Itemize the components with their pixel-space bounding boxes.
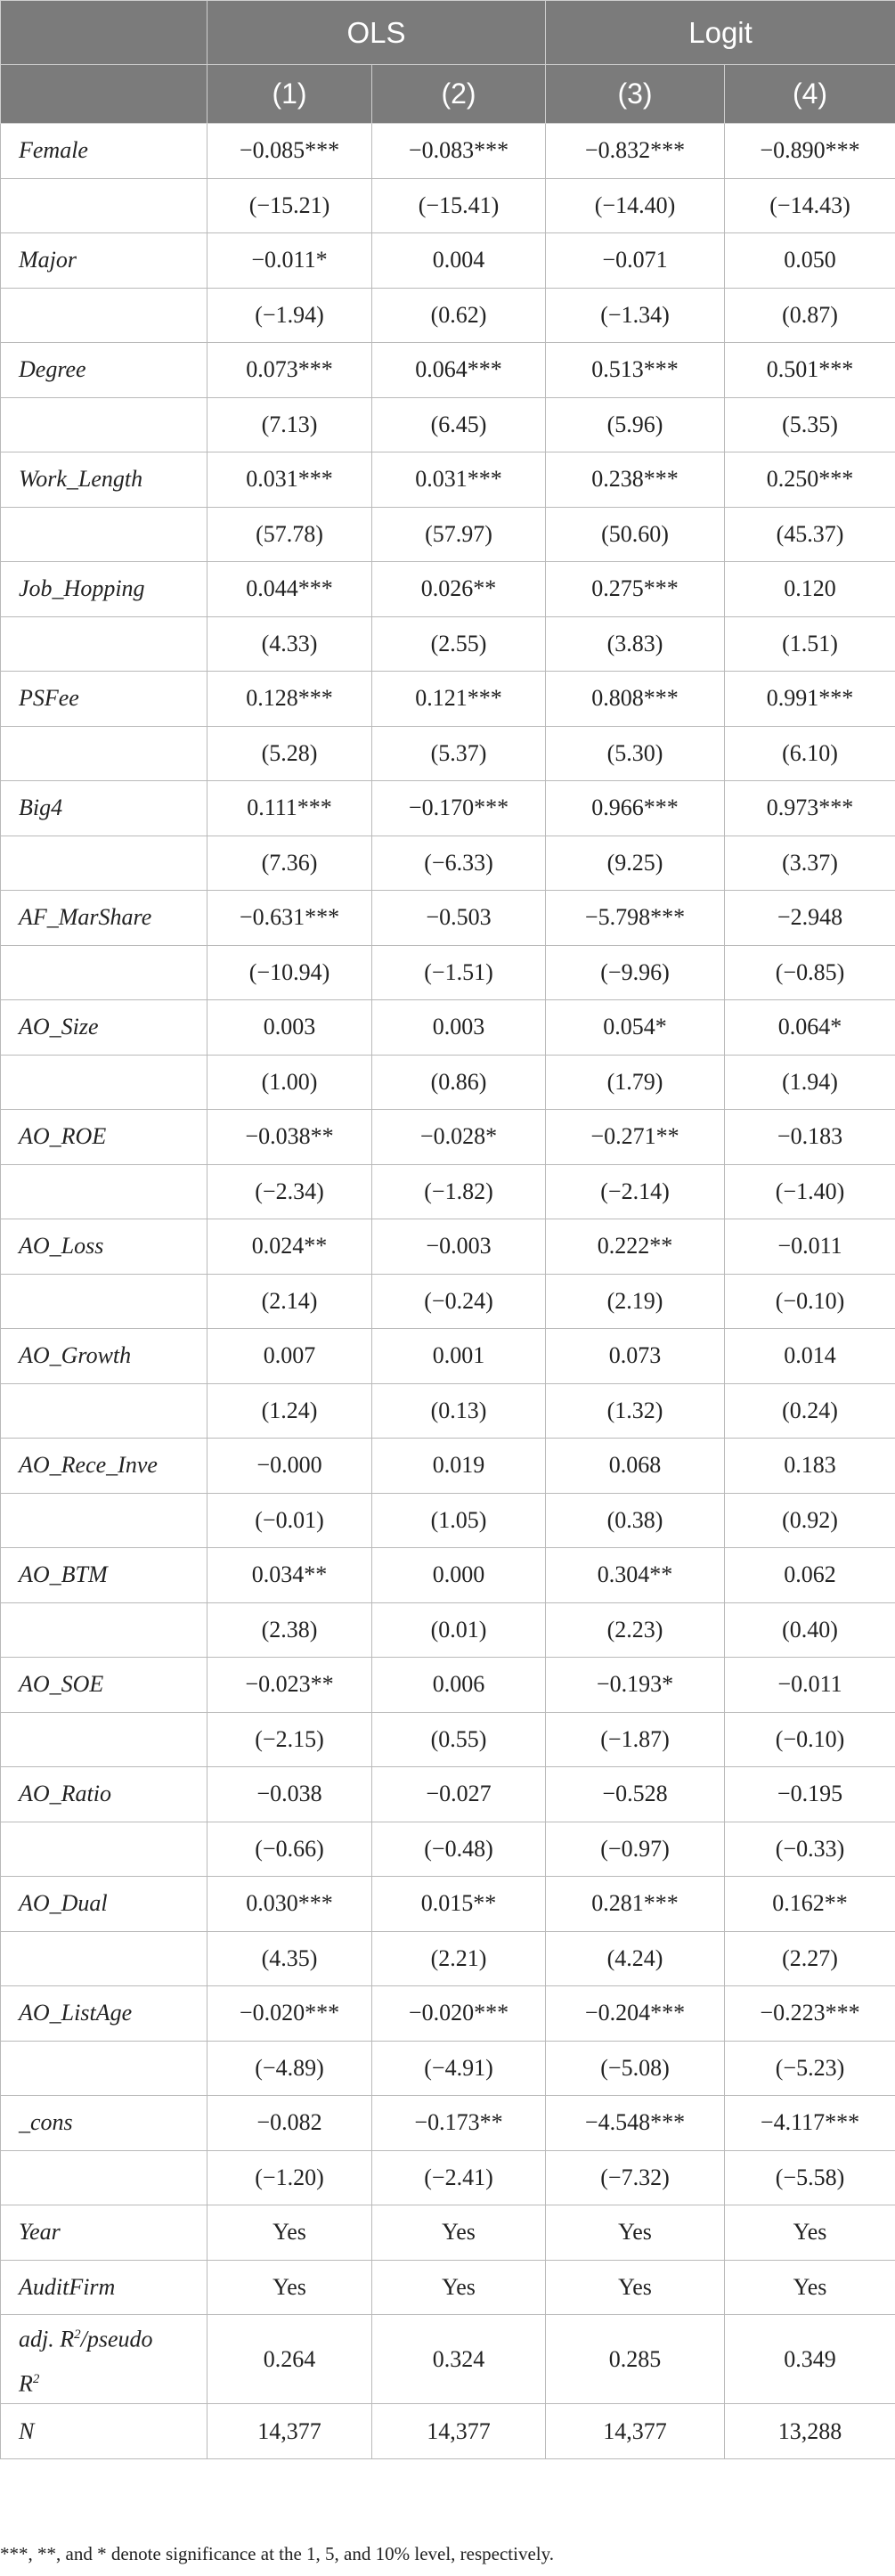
coef-row [1,1877,895,1932]
tstat-cell: (−1.82) [372,1164,546,1219]
coef-row [1,2096,895,2151]
coef-row [1,343,895,398]
tstat-row [1,1712,895,1767]
coef-cell: 0.007 [207,1329,372,1384]
coef-cell: −0.528 [546,1767,725,1822]
coef-cell: −0.038** [207,1110,372,1165]
tstat-cell: (−15.21) [207,178,372,233]
tstat-row [1,2041,895,2096]
coef-cell: −0.071 [546,233,725,289]
variable-name: AO_Growth [1,1329,207,1384]
tstat-cell: (−14.40) [546,178,725,233]
tstat-row [1,1822,895,1877]
column-header: (2) [372,65,546,124]
variable-name-blank [1,1712,207,1767]
tstat-row [1,178,895,233]
coef-cell: −0.195 [725,1767,895,1822]
fixed-effect-cell: Yes [725,2205,895,2261]
tstat-cell: (−9.96) [546,945,725,1000]
fixed-effect-row [1,2260,895,2315]
r2-sup-b: 2 [32,2371,40,2386]
tstat-cell: (2.19) [546,1274,725,1329]
variable-name-blank [1,1602,207,1658]
n-cell: 14,377 [372,2404,546,2459]
coef-cell: 0.068 [546,1439,725,1494]
coef-cell: 0.015** [372,1877,546,1932]
tstat-cell: (1.51) [725,616,895,672]
tstat-cell: (2.23) [546,1602,725,1658]
tstat-cell: (5.30) [546,726,725,781]
coef-cell: 0.128*** [207,672,372,727]
coef-cell: −0.832*** [546,124,725,179]
tstat-cell: (5.35) [725,397,895,452]
coef-row [1,1986,895,2042]
tstat-cell: (−0.33) [725,1822,895,1877]
table-body [1,124,895,2459]
coef-cell: −0.223*** [725,1986,895,2042]
column-header: (1) [207,65,372,124]
coef-cell: 0.121*** [372,672,546,727]
coef-cell: 0.044*** [207,562,372,617]
variable-name-blank [1,2041,207,2096]
n-cell: 14,377 [207,2404,372,2459]
tstat-row [1,726,895,781]
tstat-cell: (−1.94) [207,288,372,343]
variable-name-blank [1,288,207,343]
variable-name-blank [1,1822,207,1877]
coef-cell: 0.513*** [546,343,725,398]
r2-label-mid: /pseudo [80,2326,153,2352]
variable-name-blank [1,507,207,562]
tstat-cell: (−0.01) [207,1493,372,1548]
tstat-cell: (−10.94) [207,945,372,1000]
tstat-cell: (−1.34) [546,288,725,343]
tstat-cell: (2.21) [372,1931,546,1986]
coef-cell: 0.973*** [725,781,895,836]
tstat-cell: (−1.87) [546,1712,725,1767]
variable-name: _cons [1,2096,207,2151]
r2-label-b: R [19,2370,33,2397]
tstat-row [1,1493,895,1548]
coef-cell: 0.250*** [725,452,895,508]
header-column-row [1,65,895,124]
tstat-cell: (7.13) [207,397,372,452]
coef-cell: −0.193* [546,1658,725,1713]
tstat-cell: (4.24) [546,1931,725,1986]
tstat-cell: (0.62) [372,288,546,343]
coef-cell: −0.204*** [546,1986,725,2042]
tstat-row [1,1931,895,1986]
tstat-cell: (−7.32) [546,2150,725,2205]
tstat-cell: (−2.34) [207,1164,372,1219]
variable-name: PSFee [1,672,207,727]
r2-cell: 0.264 [207,2315,372,2404]
n-cell: 14,377 [546,2404,725,2459]
coef-cell: −0.011* [207,233,372,289]
tstat-cell: (1.94) [725,1055,895,1110]
r2-label-a: adj. R [19,2326,75,2352]
r2-cell: 0.324 [372,2315,546,2404]
header-group-row [1,1,895,65]
tstat-cell: (−0.85) [725,945,895,1000]
variable-name-blank [1,178,207,233]
variable-name-blank [1,397,207,452]
variable-name: AO_ROE [1,1110,207,1165]
coef-cell: 0.304** [546,1548,725,1603]
coef-row [1,1219,895,1275]
coef-cell: −4.548*** [546,2096,725,2151]
coef-cell: −0.020*** [207,1986,372,2042]
tstat-cell: (3.37) [725,836,895,891]
variable-name-blank [1,1931,207,1986]
tstat-cell: (2.27) [725,1931,895,1986]
coef-cell: 0.183 [725,1439,895,1494]
coef-cell: 0.004 [372,233,546,289]
tstat-row [1,288,895,343]
variable-name: Female [1,124,207,179]
coef-cell: −0.183 [725,1110,895,1165]
coef-cell: 0.062 [725,1548,895,1603]
variable-name-blank [1,1383,207,1439]
coef-cell: 0.003 [207,1000,372,1056]
variable-name: AO_Rece_Inve [1,1439,207,1494]
tstat-cell: (−5.08) [546,2041,725,2096]
coef-cell: 0.031*** [207,452,372,508]
tstat-cell: (7.36) [207,836,372,891]
tstat-row [1,1383,895,1439]
tstat-cell: (0.38) [546,1493,725,1548]
coef-cell: −0.082 [207,2096,372,2151]
tstat-cell: (1.24) [207,1383,372,1439]
variable-name-blank [1,1274,207,1329]
tstat-cell: (−1.40) [725,1164,895,1219]
fixed-effect-cell: Yes [725,2260,895,2315]
tstat-cell: (4.35) [207,1931,372,1986]
coef-row [1,562,895,617]
variable-name-blank [1,1493,207,1548]
tstat-cell: (0.13) [372,1383,546,1439]
tstat-cell: (−2.41) [372,2150,546,2205]
tstat-cell: (−1.20) [207,2150,372,2205]
tstat-cell: (−4.89) [207,2041,372,2096]
tstat-cell: (0.92) [725,1493,895,1548]
tstat-cell: (−0.10) [725,1712,895,1767]
column-header: (4) [725,65,895,124]
tstat-cell: (1.32) [546,1383,725,1439]
table-header [1,1,895,124]
tstat-cell: (0.87) [725,288,895,343]
coef-row [1,233,895,289]
coef-cell: −0.173** [372,2096,546,2151]
variable-name: Job_Hopping [1,562,207,617]
coef-cell: 0.001 [372,1329,546,1384]
coef-row [1,1548,895,1603]
tstat-cell: (4.33) [207,616,372,672]
coef-cell: 0.281*** [546,1877,725,1932]
variable-name-blank [1,1164,207,1219]
variable-name: AO_Ratio [1,1767,207,1822]
coef-cell: 0.991*** [725,672,895,727]
coef-cell: 0.024** [207,1219,372,1275]
tstat-cell: (5.96) [546,397,725,452]
coef-cell: 0.238*** [546,452,725,508]
tstat-row [1,1602,895,1658]
coef-cell: 0.064*** [372,343,546,398]
tstat-cell: (0.86) [372,1055,546,1110]
coef-cell: 0.808*** [546,672,725,727]
variable-name-blank [1,2150,207,2205]
tstat-cell: (57.97) [372,507,546,562]
variable-name: AF_MarShare [1,891,207,946]
tstat-cell: (6.10) [725,726,895,781]
coef-cell: −0.003 [372,1219,546,1275]
tstat-cell: (−0.10) [725,1274,895,1329]
tstat-cell: (45.37) [725,507,895,562]
tstat-cell: (2.14) [207,1274,372,1329]
coef-row [1,1658,895,1713]
variable-name: AO_Dual [1,1877,207,1932]
tstat-cell: (2.38) [207,1602,372,1658]
variable-name-blank [1,726,207,781]
tstat-row [1,945,895,1000]
tstat-cell: (−5.58) [725,2150,895,2205]
r2-sup-a: 2 [74,2327,81,2342]
tstat-cell: (0.40) [725,1602,895,1658]
coef-cell: 0.222** [546,1219,725,1275]
tstat-cell: (1.00) [207,1055,372,1110]
coef-cell: 0.073 [546,1329,725,1384]
header-group-ols: OLS [207,1,546,65]
tstat-row [1,397,895,452]
tstat-cell: (−0.48) [372,1822,546,1877]
coef-row [1,1329,895,1384]
coef-row [1,672,895,727]
coef-cell: 0.501*** [725,343,895,398]
coef-cell: 0.111*** [207,781,372,836]
tstat-cell: (−0.24) [372,1274,546,1329]
tstat-row [1,2150,895,2205]
coef-cell: −0.027 [372,1767,546,1822]
coef-row [1,1000,895,1056]
tstat-cell: (9.25) [546,836,725,891]
fixed-effect-cell: Yes [207,2205,372,2261]
coef-cell: 0.073*** [207,343,372,398]
tstat-cell: (50.60) [546,507,725,562]
column-header: (3) [546,65,725,124]
fixed-effect-cell: Yes [207,2260,372,2315]
variable-name: Year [1,2205,207,2261]
coef-cell: −0.038 [207,1767,372,1822]
coef-cell: −0.631*** [207,891,372,946]
tstat-cell: (0.01) [372,1602,546,1658]
tstat-cell: (1.79) [546,1055,725,1110]
fixed-effect-cell: Yes [372,2260,546,2315]
tstat-row [1,1164,895,1219]
coef-cell: 0.162** [725,1877,895,1932]
n-row [1,2404,895,2459]
fixed-effect-row [1,2205,895,2261]
tstat-row [1,616,895,672]
coef-cell: 0.050 [725,233,895,289]
fixed-effect-cell: Yes [372,2205,546,2261]
tstat-cell: (−5.23) [725,2041,895,2096]
tstat-cell: (−4.91) [372,2041,546,2096]
coef-cell: −0.271** [546,1110,725,1165]
coef-cell: −0.028* [372,1110,546,1165]
coef-cell: 0.014 [725,1329,895,1384]
coef-cell: −0.085*** [207,124,372,179]
tstat-cell: (−6.33) [372,836,546,891]
coef-row [1,452,895,508]
tstat-cell: (0.55) [372,1712,546,1767]
coef-row [1,1110,895,1165]
tstat-cell: (2.55) [372,616,546,672]
coef-cell: 0.275*** [546,562,725,617]
tstat-cell: (−0.66) [207,1822,372,1877]
tstat-cell: (−1.51) [372,945,546,1000]
tstat-cell: (−15.41) [372,178,546,233]
variable-name-blank [1,616,207,672]
coef-row [1,781,895,836]
variable-name: AO_BTM [1,1548,207,1603]
variable-name: Big4 [1,781,207,836]
variable-name: AO_Size [1,1000,207,1056]
coef-cell: −4.117*** [725,2096,895,2151]
coef-cell: 0.030*** [207,1877,372,1932]
header-corner [1,65,207,124]
coef-cell: 0.019 [372,1439,546,1494]
coef-cell: −0.020*** [372,1986,546,2042]
coef-cell: −0.503 [372,891,546,946]
variable-name: AuditFirm [1,2260,207,2315]
coef-cell: 0.003 [372,1000,546,1056]
tstat-row [1,507,895,562]
header-corner [1,1,207,65]
coef-row [1,1767,895,1822]
header-group-logit: Logit [546,1,895,65]
tstat-row [1,836,895,891]
coef-cell: −2.948 [725,891,895,946]
tstat-cell: (0.24) [725,1383,895,1439]
tstat-cell: (−0.97) [546,1822,725,1877]
tstat-cell: (1.05) [372,1493,546,1548]
tstat-row [1,1055,895,1110]
coef-cell: −0.170*** [372,781,546,836]
coef-cell: −0.000 [207,1439,372,1494]
coef-cell: −0.023** [207,1658,372,1713]
coef-cell: 0.966*** [546,781,725,836]
coef-cell: −0.011 [725,1219,895,1275]
tstat-cell: (6.45) [372,397,546,452]
r2-row [1,2315,895,2404]
n-cell: 13,288 [725,2404,895,2459]
table-footnote: ***, **, and * denote significance at the 1, 5, and 10% level, respectively. [0,2543,555,2564]
variable-name [1,2315,207,2404]
coef-cell: −0.011 [725,1658,895,1713]
variable-name: Major [1,233,207,289]
coef-row [1,1439,895,1494]
tstat-row [1,1274,895,1329]
variable-name-blank [1,1055,207,1110]
variable-name-blank [1,945,207,1000]
coef-cell: 0.000 [372,1548,546,1603]
coef-cell: 0.120 [725,562,895,617]
tstat-cell: (5.37) [372,726,546,781]
r2-cell: 0.285 [546,2315,725,2404]
variable-name: AO_Loss [1,1219,207,1275]
coef-row [1,124,895,179]
coef-cell: 0.064* [725,1000,895,1056]
coef-cell: 0.054* [546,1000,725,1056]
coef-cell: −0.890*** [725,124,895,179]
coef-cell: 0.031*** [372,452,546,508]
coef-cell: −0.083*** [372,124,546,179]
variable-name: Degree [1,343,207,398]
coef-cell: 0.034** [207,1548,372,1603]
tstat-cell: (−14.43) [725,178,895,233]
coef-cell: 0.026** [372,562,546,617]
variable-name: AO_SOE [1,1658,207,1713]
tstat-cell: (3.83) [546,616,725,672]
tstat-cell: (57.78) [207,507,372,562]
variable-name: AO_ListAge [1,1986,207,2042]
coef-cell: −5.798*** [546,891,725,946]
fixed-effect-cell: Yes [546,2260,725,2315]
variable-name: N [1,2404,207,2459]
variable-name-blank [1,836,207,891]
tstat-cell: (5.28) [207,726,372,781]
variable-name: Work_Length [1,452,207,508]
fixed-effect-cell: Yes [546,2205,725,2261]
coef-row [1,891,895,946]
coef-cell: 0.006 [372,1658,546,1713]
r2-cell: 0.349 [725,2315,895,2404]
tstat-cell: (−2.15) [207,1712,372,1767]
tstat-cell: (−2.14) [546,1164,725,1219]
